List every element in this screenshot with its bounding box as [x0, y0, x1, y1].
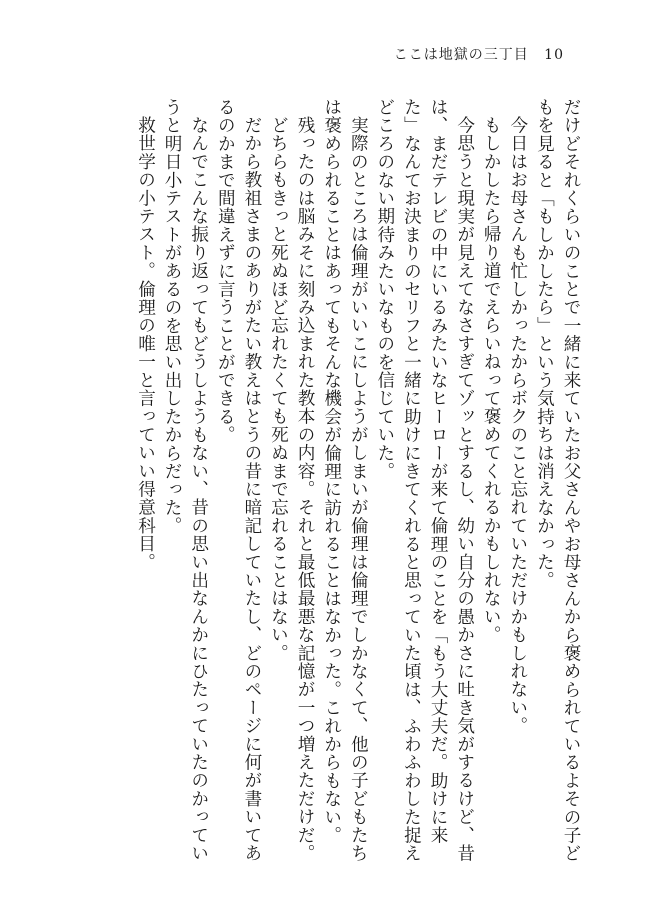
running-head — [394, 44, 564, 64]
paragraph: どちらもきっと死ぬほど忘れたくても死ぬまで忘れることはない。 — [268, 115, 289, 662]
paragraph: 残ったのは脳みそに刻み込まれた教本の内容。それと最低最悪な記憶が一つ増えただけだ。 — [295, 115, 316, 862]
paragraph: 実際のところは倫理がいいこにしようがしまいが倫理は倫理でしかなくて、他の子どもたちは褒められることはあってもそんな機会が倫理に訪れることはなかった。これからもない。 — [321, 98, 369, 862]
paragraph: だから教祖さまのありがたい教えはとうの昔に暗記していたし、どのページに何が書いてあるのかまで間違えずに言うことができる。 — [215, 98, 262, 862]
paragraph: もしかしたら帰り道でえらいねって褒めてくれるかもしれない。 — [481, 115, 502, 644]
paragraph: 救世学の小テスト。倫理の唯一と言っていい得意科目。 — [135, 115, 156, 571]
body-text — [84, 98, 584, 868]
paragraph: だけどそれくらいのことで一緒に来ていたお父さんやお母さんから褒められているよその子どもを見ると「もしかしたら」という気持ちは消えなかった。 — [534, 98, 581, 863]
page-number: 10 — [544, 47, 564, 63]
chapter-title: ここは地獄の三丁目 — [393, 47, 529, 63]
paragraph: 今思うと現実が見えてなさすぎてゾッとするし、幼い自分の愚かさに吐き気がするけど、昔は、まだテレビの中にいるみたいなヒーローが来て倫理のことを「もう大丈夫だ。助けに来た」なんてお決まりのセリフと一緒に助けにきてくれると思っていた頃は、ふわふわした捉えどころのない期待みたいなものを信じていた。 — [374, 98, 475, 863]
paragraph: 今日はお母さんも忙しかったからボクのこと忘れていただけかもしれない。 — [507, 115, 528, 735]
paragraph: なんでこんな振り返ってもどうしようもない、昔の思い出なんかにひたっていたのかっていうと明日小テストがあるのを思い出したからだった。 — [162, 98, 209, 862]
